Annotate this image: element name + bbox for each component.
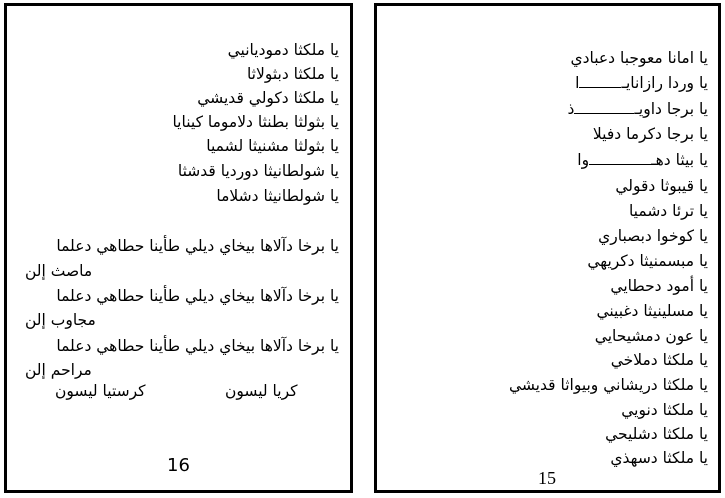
verse-line: يا ملكثا دريشاني وبيواثا قديشي — [508, 376, 708, 394]
fill-line — [574, 102, 634, 114]
verse-ending: ذ — [567, 100, 575, 118]
verse-line: يا ملكثا دموديانيي — [227, 41, 339, 59]
verse-line: يا امانا معوجبا دعبادي — [570, 49, 708, 67]
verse-line: يا ترئا دشميا — [628, 202, 708, 220]
verse-line: يا أمود دحطايي — [610, 277, 708, 295]
signature-christe: كرستيا ليسون — [55, 382, 146, 400]
right-page — [374, 3, 721, 493]
verse-line: يا كوخوا دبصباري — [598, 227, 708, 245]
verse-text: يا برجا داويـ — [634, 100, 708, 118]
fill-line — [589, 153, 651, 165]
refrain-ending: ماصث إلن — [25, 262, 93, 280]
verse-line: يا ملكثا دملاخي — [610, 351, 708, 369]
verse-line-with-gap — [567, 99, 708, 119]
left-page — [4, 3, 353, 493]
verse-line: يا مبسمنيثا دكريهي — [587, 252, 708, 270]
verse-text: يا وردا رازانايـ — [621, 74, 708, 92]
verse-line: يا بثولثا بطنثا دلاموما كينايا — [172, 113, 339, 131]
verse-line: يا ملكثا دسهذي — [610, 449, 708, 467]
verse-line: يا قيبوثا دقولي — [615, 177, 708, 195]
verse-line: يا شولطانيثا دورديا قدشثا — [177, 162, 339, 180]
refrain-line: يا برخا دآلاها بيخاي ديلي طأينا حطاهي دعلما — [56, 287, 339, 305]
verse-line: يا ملكثا دكولي قديشي — [197, 89, 339, 107]
refrain-line: يا برخا دآلاها بيخاي ديلي طأينا حطاهي دعلما — [56, 337, 339, 355]
verse-text: يا بيثا دهـ — [651, 151, 708, 169]
verse-line: يا مسلينيثا دغبيني — [596, 302, 708, 320]
page-number: 16 — [167, 455, 190, 476]
refrain-ending: مراحم إلن — [25, 361, 92, 379]
fill-line — [579, 76, 621, 88]
refrain-line: يا برخا دآلاها بيخاي ديلي طأينا حطاهي دعلما — [56, 237, 339, 255]
page-number: 15 — [538, 468, 556, 488]
verse-line: يا عون دمشيحايي — [594, 327, 708, 345]
signature-kyrie: كريا ليسون — [225, 382, 298, 400]
verse-line: يا بثولثا مشنيثا لشميا — [206, 137, 339, 155]
verse-line: يا ملكثا دشليحي — [605, 425, 708, 443]
verse-line: يا شولطانيثا دشلاما — [216, 187, 339, 205]
verse-line: يا ملكثا دنويي — [621, 401, 708, 419]
verse-line-with-gap — [577, 150, 708, 170]
verse-ending: ا — [575, 74, 580, 92]
verse-ending: وا — [577, 151, 590, 169]
verse-line: يا برجا دكرما دفيلا — [592, 125, 708, 143]
verse-line: يا ملكثا دبثولاثا — [246, 65, 339, 83]
refrain-ending: مجاوب إلن — [25, 311, 96, 329]
verse-line-with-gap — [575, 73, 708, 93]
